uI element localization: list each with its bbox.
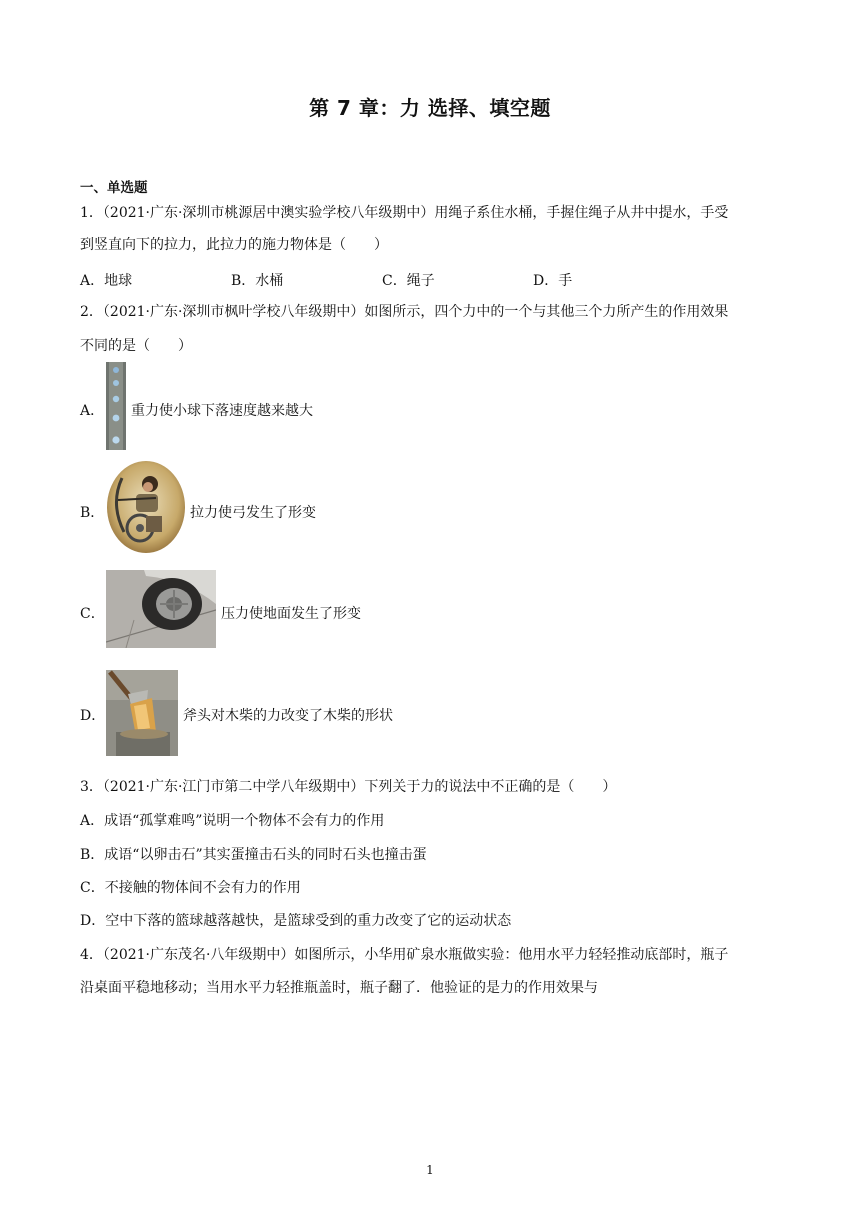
car-tire-photo-icon [106, 570, 216, 648]
q1-stem-line1: 1．（2021·广东·深圳市桃源居中澳实验学校八年级期中）用绳子系住水桶，手握住绳子从井中提水，手受 [80, 205, 729, 221]
archer-photo-icon [106, 460, 186, 554]
q3-option-a[interactable]: A．成语“孤掌难鸣”说明一个物体不会有力的作用 [80, 813, 385, 829]
q2-stem-line1: 2．（2021·广东·深圳市枫叶学校八年级期中）如图所示，四个力中的一个与其他三个力所产生的作用效果 [80, 304, 729, 320]
q2-option-c-text: 压力使地面发生了形变 [221, 606, 361, 622]
falling-ball-photo-icon [106, 362, 126, 450]
q1-option-b[interactable]: B．水桶 [231, 273, 284, 289]
q2-option-c-label: C． [80, 606, 105, 622]
page-number: 1 [426, 1163, 434, 1177]
q2-option-d-label: D． [80, 708, 106, 724]
q1-stem-line2: 到竖直向下的拉力，此拉力的施力物体是（ ） [80, 237, 388, 253]
page-title: 第 7 章：力 选择、填空题 [309, 96, 551, 120]
axe-wood-photo-icon [106, 670, 178, 756]
q1-option-c[interactable]: C．绳子 [382, 273, 435, 289]
q3-stem: 3．（2021·广东·江门市第二中学八年级期中）下列关于力的说法中不正确的是（ ） [80, 779, 617, 795]
section-heading: 一、单选题 [80, 180, 148, 196]
q1-option-d[interactable]: D．手 [533, 273, 573, 289]
q4-stem-line1: 4．（2021·广东茂名·八年级期中）如图所示，小华用矿泉水瓶做实验：他用水平力轻轻推动底部时，瓶子 [80, 947, 729, 963]
q2-option-d-text: 斧头对木柴的力改变了木柴的形状 [183, 708, 393, 724]
q2-option-a-text: 重力使小球下落速度越来越大 [131, 403, 313, 419]
q3-option-b[interactable]: B．成语“以卵击石”其实蛋撞击石头的同时石头也撞击蛋 [80, 847, 427, 863]
q2-option-b-text: 拉力使弓发生了形变 [190, 505, 316, 521]
q2-option-a-label: A． [80, 403, 105, 419]
q4-stem-line2: 沿桌面平稳地移动；当用水平力轻推瓶盖时，瓶子翻了．他验证的是力的作用效果与 [80, 980, 598, 996]
q2-stem-line2: 不同的是（ ） [80, 338, 192, 354]
q2-option-b-label: B． [80, 505, 105, 521]
q3-option-c[interactable]: C．不接触的物体间不会有力的作用 [80, 880, 301, 896]
q1-option-a[interactable]: A．地球 [80, 273, 133, 289]
q3-option-d[interactable]: D．空中下落的篮球越落越快，是篮球受到的重力改变了它的运动状态 [80, 913, 512, 929]
